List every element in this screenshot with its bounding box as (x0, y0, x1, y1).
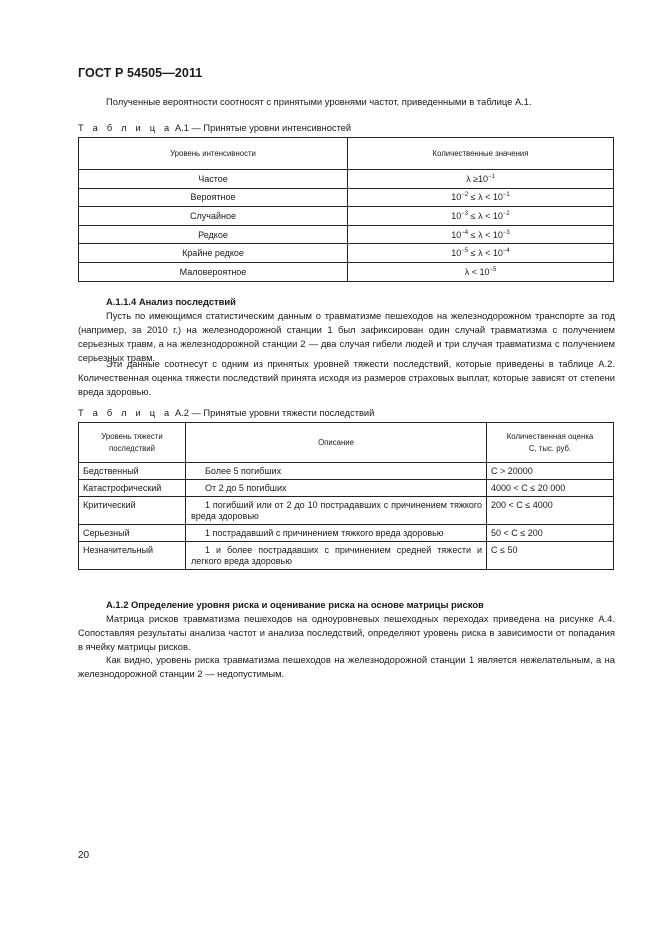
table2-value-cell: 50 < С ≤ 200 (487, 525, 614, 542)
page-number: 20 (78, 850, 90, 861)
table1-caption-prefix: Т а б л и ц а (78, 123, 173, 133)
table-row (79, 225, 614, 244)
table2-caption-text: А.2 — Принятые уровни тяжести последствий (174, 408, 375, 418)
table1-header-value: Количественные значения (348, 138, 614, 170)
table-row (79, 170, 614, 189)
table1-caption-text: А.1 — Принятые уровни интенсивностей (174, 123, 352, 133)
table2-value-cell: С ≤ 50 (487, 542, 614, 570)
table1-header-level: Уровень интенсивности (79, 138, 348, 170)
table2-description-cell: Более 5 погибших (186, 463, 487, 480)
table2-header-level: Уровень тяжести последствий (79, 423, 186, 463)
table1-caption (78, 123, 351, 133)
table2-level-cell: Критический (79, 497, 186, 525)
table2-level-cell: Незначительный (79, 542, 186, 570)
table1-value-cell: $\lambda < 10^{-5}$ (348, 262, 614, 281)
table1-value-cell: $\lambda \ge 10^{-1}$ (348, 170, 614, 189)
table2-caption (78, 408, 374, 418)
table2-caption-prefix: Т а б л и ц а (78, 408, 173, 418)
table2-description-cell: 1 погибший или от 2 до 10 пострадавших с причинением тяжкого вреда здоровью (186, 497, 487, 525)
section-a12-paragraph-2: Как видно, уровень риска травматизма пешеходов на железнодорожной станции 1 является нежелательным, а на железнодорожной станции 2 — недопустимым. (78, 654, 615, 679)
table-row (79, 262, 614, 281)
table1-value-cell: $10^{-4} \le \lambda < 10^{-3}$ (348, 225, 614, 244)
table2-level-cell: Катастрофический (79, 480, 186, 497)
table2-description-cell: От 2 до 5 погибших (186, 480, 487, 497)
table2-value-cell: 4000 < С ≤ 20 000 (487, 480, 614, 497)
table-row (79, 497, 614, 525)
table1-value-cell: $10^{-3} \le \lambda < 10^{-2}$ (348, 207, 614, 226)
table-row (79, 480, 614, 497)
table-row (79, 542, 614, 570)
document-header: ГОСТ Р 54505—2011 (78, 66, 203, 80)
table1-value-cell: $10^{-5} \le \lambda < 10^{-4}$ (348, 244, 614, 263)
table-severity-levels (78, 422, 614, 570)
table-row (79, 207, 614, 226)
table2-header-value: Количественная оценка С, тыс. руб. (487, 423, 614, 463)
table-intensity-levels (78, 137, 614, 282)
table1-level-cell: Маловероятное (79, 262, 348, 281)
table-row (79, 525, 614, 542)
table2-level-cell: Серьезный (79, 525, 186, 542)
table2-value-cell: 200 < С ≤ 4000 (487, 497, 614, 525)
table2-level-cell: Бедственный (79, 463, 186, 480)
table1-level-cell: Частое (79, 170, 348, 189)
table2-description-cell: 1 пострадавший с причинением тяжкого вреда здоровью (186, 525, 487, 542)
table1-level-cell: Редкое (79, 225, 348, 244)
section-a114-paragraph-1: Пусть по имеющимся статистическим данным о травматизме пешеходов на железнодорожном транспорте за год (например, за 2010 г.) на железнодорожной станции 1 был зафиксирован один случай травматизма с получением серьезных травм, а на железнодорожной станции 2 — два случая гибели людей и три случая травматизма с получением серьезных травм. (78, 310, 615, 363)
table1-header-row (79, 138, 614, 170)
table1-level-cell: Вероятное (79, 188, 348, 207)
table2-value-cell: С > 20000 (487, 463, 614, 480)
table1-level-cell: Случайное (79, 207, 348, 226)
table2-header-description: Описание (186, 423, 487, 463)
section-a114-title: А.1.1.4 Анализ последствий (106, 296, 236, 307)
section-a12-paragraph-1: Матрица рисков травматизма пешеходов на одноуровневых пешеходных переходах приведена на рисунке А.4. Сопоставляя результаты анализа частот и анализа последствий, определяют уровень риска в зависимости от попадания в ячейку матрицы рисков. (78, 613, 615, 652)
table-row (79, 463, 614, 480)
section-a114-paragraph-2: Эти данные соотнесут с одним из принятых уровней тяжести последствий, которые приведены в таблице А.2. Количественная оценка тяжести последствий принята исходя из размеров страховых выплат, которые зависят от степени вреда здоровью. (78, 358, 615, 397)
table2-description-cell: 1 и более пострадавших с причинением средней тяжести и легкого вреда здоровью (186, 542, 487, 570)
section-a12-title: А.1.2 Определение уровня риска и оценивание риска на основе матрицы рисков (106, 599, 484, 610)
intro-text: Полученные вероятности соотносят с принятыми уровнями частот, приведенными в таблице А.1. (106, 96, 532, 107)
intro-paragraph (78, 95, 615, 109)
table2-header-row (79, 423, 614, 463)
table1-value-cell: $10^{-2} \le \lambda < 10^{-1}$ (348, 188, 614, 207)
table-row (79, 188, 614, 207)
table1-level-cell: Крайне редкое (79, 244, 348, 263)
table-row (79, 244, 614, 263)
